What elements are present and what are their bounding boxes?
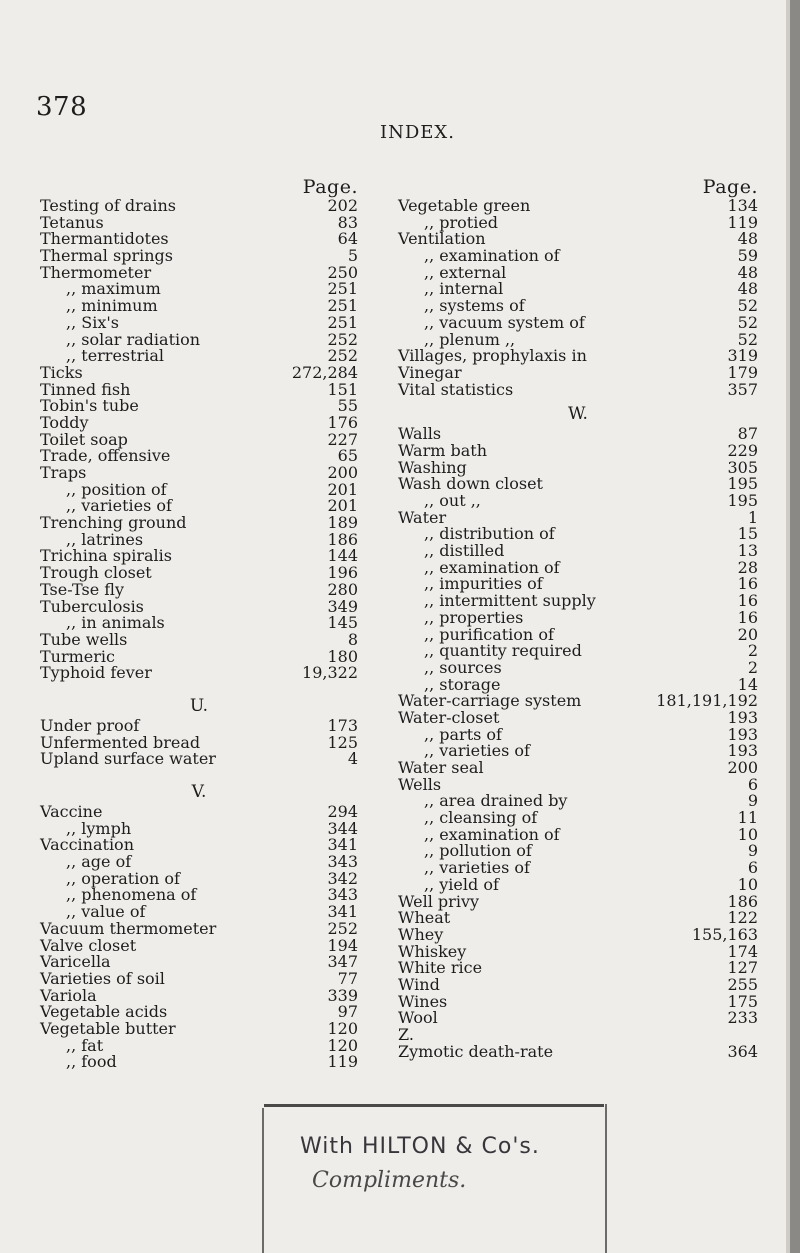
entry-term: Vital statistics [398,379,514,399]
entry-term: Testing of drains [40,196,176,215]
entry-term: Unfermented bread [40,732,201,752]
entry-term: Under proof [40,715,140,735]
entry-page: 196 [327,563,358,583]
entry-page: 186 [327,529,358,549]
index-entry [398,379,758,399]
entry-term: Wines [398,991,448,1011]
entry-term: ,, varieties of [424,858,530,878]
entry-page: 339 [327,985,358,1005]
entry-term: Ventilation [398,229,486,249]
entry-term: ,, intermittent supply [424,591,596,611]
entry-page: 294 [327,802,358,821]
entry-term: Ticks [40,362,83,382]
entry-page: 193 [727,741,758,761]
entry-page: 48 [737,229,758,249]
entry-term: Thermal springs [40,246,173,266]
entry-page: 200 [327,463,358,482]
entry-page: 77 [337,968,358,988]
entry-term: Vacuum thermometer [40,918,217,938]
entry-page: 342 [327,868,358,888]
entry-term: Whiskey [398,941,467,961]
entry-page: 176 [327,412,358,432]
entry-page: 87 [737,424,758,444]
entry-page: 179 [727,362,758,382]
page-edge [790,0,800,1253]
entry-term: ,, internal [424,279,504,299]
entry-term: ,, maximum [66,279,161,299]
entry-page: 341 [327,902,358,922]
entry-page: 151 [327,379,358,399]
entry-page: 364 [727,1041,758,1061]
entry-page: 174 [727,941,758,961]
entry-term: ,, in animals [66,613,165,633]
entry-term: ,, varieties of [66,496,172,516]
entry-term: ,, plenum ,, [424,329,516,349]
entry-page: 349 [327,596,358,616]
index-entry [398,607,758,627]
entry-page: 2 [747,657,758,677]
entry-page: 180 [327,646,358,666]
entry-page: 250 [327,262,358,282]
index-column-left [40,176,358,1071]
entry-term: ,, out ,, [424,491,481,510]
entry-term: ,, yield of [424,874,499,894]
section-V [40,804,358,1071]
entry-page: 251 [327,312,358,332]
entry-term: Turmeric [40,646,115,666]
entry-page: 65 [337,446,358,466]
entry-page: 343 [327,852,358,872]
entry-term: ,, cleansing of [424,808,538,828]
entry-page: 9 [747,791,758,811]
entry-page: 181,191,192 [656,691,758,711]
entry-page: 14 [737,674,758,694]
index-entry [398,991,758,1011]
entry-term: ,, terrestrial [66,346,164,366]
entry-page: 155,163 [691,924,758,944]
entry-page: 193 [727,724,758,744]
entry-term: Thermometer [40,262,152,282]
entry-page: 10 [737,874,758,894]
entry-page: 1 [747,507,758,527]
entry-page: 64 [337,229,358,249]
entry-page: 2 [747,641,758,661]
index-entry [40,1054,358,1071]
entry-page: 272,284 [291,362,358,382]
entry-page: 280 [327,579,358,599]
entry-term: Trichina spiralis [40,546,172,566]
entry-term: Wool [398,1008,438,1028]
entry-term: Water [398,507,447,527]
entry-page: 229 [727,440,758,460]
entry-page: 20 [737,624,758,644]
entry-term: Trough closet [40,563,152,583]
page-column-header: Page. [702,176,758,198]
entry-page: 189 [327,513,358,533]
entry-page: 227 [327,429,358,449]
entry-page: 4 [347,749,358,769]
stamp-text-line2: Compliments. [312,1168,467,1193]
entry-term: ,, storage [424,674,501,694]
entry-page: 193 [727,707,758,727]
entry-term: ,, distilled [424,541,505,561]
entry-page: 186 [727,891,758,911]
entry-term: ,, sources [424,657,502,677]
index-entry [398,874,758,894]
section-U [40,715,358,769]
index-entry [40,665,358,682]
entry-page: 201 [327,479,358,499]
entry-term: Wash down closet [398,474,543,494]
entry-term: Walls [398,424,442,444]
entry-page: 251 [327,296,358,316]
entry-term: Thermantidotes [40,229,169,249]
entry-term: ,, distribution of [424,524,555,544]
entry-page: 347 [327,952,358,972]
entry-page: 233 [727,1008,758,1028]
index-entry [398,760,758,777]
entry-term: Varieties of soil [40,968,165,988]
entry-page: 10 [737,824,758,844]
entry-term: Well privy [398,891,480,911]
entry-page: 122 [727,908,758,928]
entry-page: 305 [727,457,758,477]
entry-page: 119 [327,1052,358,1072]
entry-page: 48 [737,262,758,282]
entry-page: 59 [737,246,758,266]
entry-term: Warm bath [398,440,488,460]
entry-page: 173 [327,715,358,735]
entry-term: ,, quantity required [424,641,582,661]
entry-page: 134 [727,196,758,215]
entry-term: ,, food [66,1052,117,1072]
entry-term: ,, area drained by [424,791,568,811]
entry-term: Water seal [398,758,484,777]
entry-page: 19,322 [302,663,358,683]
entry-term: Zymotic death-rate [398,1041,554,1061]
entry-term: Vegetable butter [40,1018,176,1038]
stamp-border-top [264,1104,604,1107]
entry-term: Vegetable green [398,196,531,215]
entry-page: 97 [337,1002,358,1022]
entry-term: ,, examination of [424,557,560,577]
entry-term: ,, varieties of [424,741,530,761]
entry-term: Water-carriage system [398,691,582,711]
index-entry [398,1010,758,1027]
page-number: 378 [36,92,88,122]
entry-term: Tetanus [40,212,104,232]
letter-heading-v: V. [191,782,207,802]
entry-page: 195 [727,491,758,510]
entry-term: ,, position of [66,479,167,499]
index-entry [398,312,758,332]
entry-page: 55 [337,396,358,416]
index-entry [40,312,358,332]
stamp-border-right [605,1104,607,1253]
entry-term: Trade, offensive [40,446,171,466]
entry-term: Variola [40,985,97,1005]
entry-term: Traps [40,463,87,482]
stamp-border-left [262,1108,264,1253]
entry-page: 343 [327,885,358,905]
entry-term: ,, minimum [66,296,158,316]
entry-page: 251 [327,279,358,299]
entry-page: 357 [727,379,758,399]
index-column-right [398,176,758,1060]
entry-term: ,, fat [66,1035,104,1055]
entry-page: 344 [327,818,358,838]
entry-page: 16 [737,591,758,611]
entry-term: Vinegar [398,362,462,382]
entry-page: 125 [327,732,358,752]
entry-term: Vaccine [40,802,103,821]
entry-term: Trenching ground [40,513,187,533]
entry-page: 48 [737,279,758,299]
index-entry [40,918,358,938]
entry-page: 255 [727,974,758,994]
entry-term: ,, solar radiation [66,329,201,349]
entry-page: 195 [727,474,758,494]
entry-page: 175 [727,991,758,1011]
entry-term: ,, value of [66,902,146,922]
entry-page: 52 [737,296,758,316]
entry-page: 15 [737,524,758,544]
entry-page: 16 [737,574,758,594]
entry-page: 11 [737,808,758,828]
entry-term: Valve closet [40,935,137,955]
entry-term: Typhoid fever [40,663,152,683]
entry-page: 52 [737,329,758,349]
entry-page: 120 [327,1035,358,1055]
entry-page: 341 [327,835,358,855]
entry-page: 252 [327,346,358,366]
entry-term: Tube wells [40,629,128,649]
running-header: INDEX. [380,122,455,143]
entry-term: ,, pollution of [424,841,532,861]
entry-term: Washing [398,457,467,477]
section-W [398,426,758,1060]
entry-page: 319 [727,346,758,366]
entry-page: 5 [347,246,358,266]
entry-term: ,, examination of [424,824,560,844]
index-entry [398,974,758,994]
index-entry [398,493,758,510]
entry-term: White rice [398,958,483,978]
index-entry [398,891,758,911]
entry-page: 252 [327,918,358,938]
entry-term: Toddy [40,412,89,432]
entry-page: 120 [327,1018,358,1038]
entry-page: 202 [327,196,358,215]
entry-term: Wheat [398,908,451,928]
entry-page: 52 [737,312,758,332]
entry-term: Vegetable acids [40,1002,168,1022]
entry-term: ,, lymph [66,818,132,838]
entry-page: 16 [737,607,758,627]
entry-page: 119 [727,212,758,232]
entry-page: 9 [747,841,758,861]
entry-term: Toilet soap [40,429,128,449]
entry-term: ,, systems of [424,296,525,316]
entry-term: Varicella [40,952,111,972]
entry-term: Tinned fish [40,379,131,399]
letter-heading-w: W. [568,404,588,425]
entry-term: ,, protied [424,212,499,232]
entry-term: ,, operation of [66,868,180,888]
page-column-header: Page. [302,176,358,198]
entry-page: 252 [327,329,358,349]
entry-page: 13 [737,541,758,561]
entry-page: 200 [727,758,758,777]
entry-term: ,, latrines [66,529,144,549]
section-V-cont [398,198,758,398]
entry-term: Whey [398,924,444,944]
entry-term: ,, age of [66,852,132,872]
entry-term: Tse-Tse fly [40,579,125,599]
entry-term: ,, parts of [424,724,502,744]
stamp-text-line1: With HILTON & Co's. [300,1134,540,1159]
entry-term: ,, vacuum system of [424,312,585,332]
entry-page: 6 [747,774,758,794]
entry-page: 127 [727,958,758,978]
entry-term: ,, purification of [424,624,554,644]
entry-page: 28 [737,557,758,577]
entry-page: 201 [327,496,358,516]
entry-page: 145 [327,613,358,633]
letter-heading-u: U. [189,695,209,716]
entry-term: ,, examination of [424,246,560,266]
entry-term: ,, external [424,262,507,282]
entry-page: 6 [747,858,758,878]
entry-term: Tobin's tube [40,396,139,416]
entry-term: ,, impurities of [424,574,543,594]
entry-term: Wells [398,774,442,794]
entry-term: Z. [398,1025,414,1044]
entry-page: 144 [327,546,358,566]
index-entry [398,1041,758,1061]
index-entry [398,960,758,977]
entry-term: ,, Six's [66,312,119,332]
entry-term: ,, properties [424,607,524,627]
entry-page: 194 [327,935,358,955]
index-entry [40,579,358,599]
entry-term: Villages, prophylaxis in [398,346,587,366]
entry-term: Wind [398,974,440,994]
index-entry [40,751,358,768]
entry-term: Upland surface water [40,749,216,769]
entry-page: 83 [337,212,358,232]
entry-page: 8 [347,629,358,649]
entry-term: Water-closet [398,707,500,727]
index-entry [40,448,358,465]
entry-term: Vaccination [40,835,134,855]
entry-term: ,, phenomena of [66,885,197,905]
section-T [40,198,358,682]
entry-term: Tuberculosis [40,596,144,616]
